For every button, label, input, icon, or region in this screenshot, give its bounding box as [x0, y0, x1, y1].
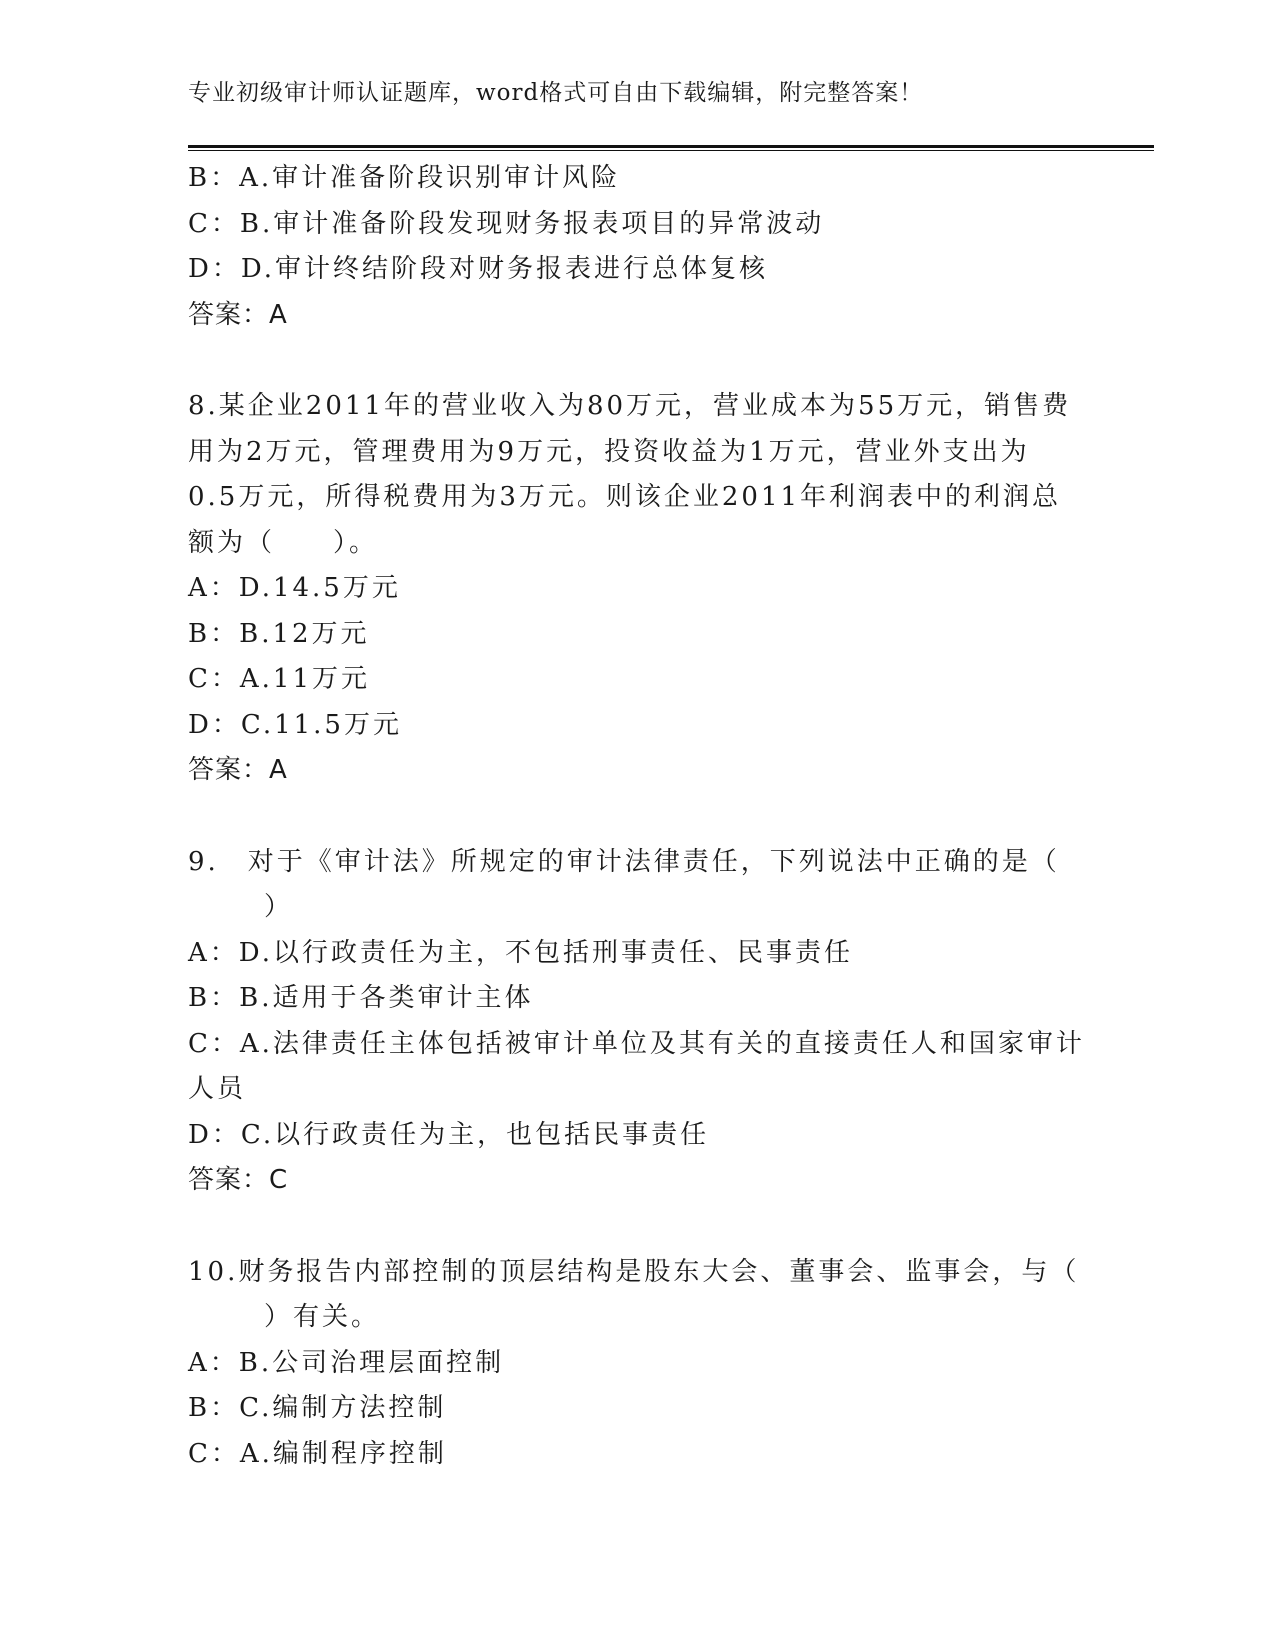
question-text-line: 8.某企业2011年的营业收入为80万元，营业成本为55万元，销售费: [188, 391, 1072, 421]
question-text-line: 10.财务报告内部控制的顶层结构是股东大会、董事会、监事会，与（: [188, 1256, 1080, 1287]
question-text-line: ）有关。: [264, 1302, 381, 1332]
question-text-line: 0.5万元，所得税费用为3万元。则该企业2011年利润表中的利润总: [188, 482, 1062, 512]
question-9: [188, 840, 1088, 1204]
question-text-line: ）: [264, 892, 294, 922]
option-a: A：D.以行政责任为主，不包括刑事责任、民事责任: [188, 937, 853, 968]
header-divider: [188, 145, 1154, 151]
option-d: D：C.11.5万元: [188, 709, 402, 740]
answer-label: 答案：: [188, 755, 270, 785]
question-7-fragment: [188, 156, 1088, 338]
answer-line: [188, 293, 1088, 339]
option-c: C：B.审计准备阶段发现财务报表项目的异常波动: [188, 208, 825, 239]
answer-label: 答案：: [188, 299, 270, 330]
question-content: [188, 156, 1088, 1477]
question-10: [188, 1250, 1088, 1478]
question-text-line: 额为（ ）。: [188, 527, 379, 558]
option-b: B：A.审计准备阶段识别审计风险: [188, 163, 621, 193]
question-text-line: 9. 对于《审计法》所规定的审计法律责任，下列说法中正确的是（: [188, 846, 1060, 877]
option-c: C：A.法律责任主体包括被审计单位及其有关的直接责任人和国家审计: [188, 1028, 1085, 1059]
answer-value: A: [269, 755, 288, 785]
option-c: C：A.编制程序控制: [188, 1438, 447, 1469]
option-c: C：A.11万元: [188, 664, 371, 694]
question-text-line: 用为2万元，管理费用为9万元，投资收益为1万元，营业外支出为: [188, 436, 1030, 467]
option-b: B：C.编制方法控制: [188, 1393, 447, 1423]
option-a: A：B.公司治理层面控制: [188, 1347, 505, 1378]
page-header: 专业初级审计师认证题库，word格式可自由下载编辑，附完整答案！: [188, 80, 924, 106]
option-b: B：B.12万元: [188, 618, 370, 649]
option-c-continued: 人员: [188, 1074, 247, 1104]
option-d: D：D.审计终结阶段对财务报表进行总体复核: [188, 254, 769, 284]
answer-value: C: [269, 1165, 289, 1195]
option-d: D：C.以行政责任为主，也包括民事责任: [188, 1119, 710, 1150]
option-b: B：B.适用于各类审计主体: [188, 983, 534, 1013]
answer-value: A: [269, 299, 288, 330]
option-a: A：D.14.5万元: [188, 573, 401, 603]
answer-label: 答案：: [188, 1165, 270, 1195]
answer-line: [188, 748, 1088, 794]
question-8: [188, 384, 1088, 794]
answer-line: [188, 1158, 1088, 1204]
